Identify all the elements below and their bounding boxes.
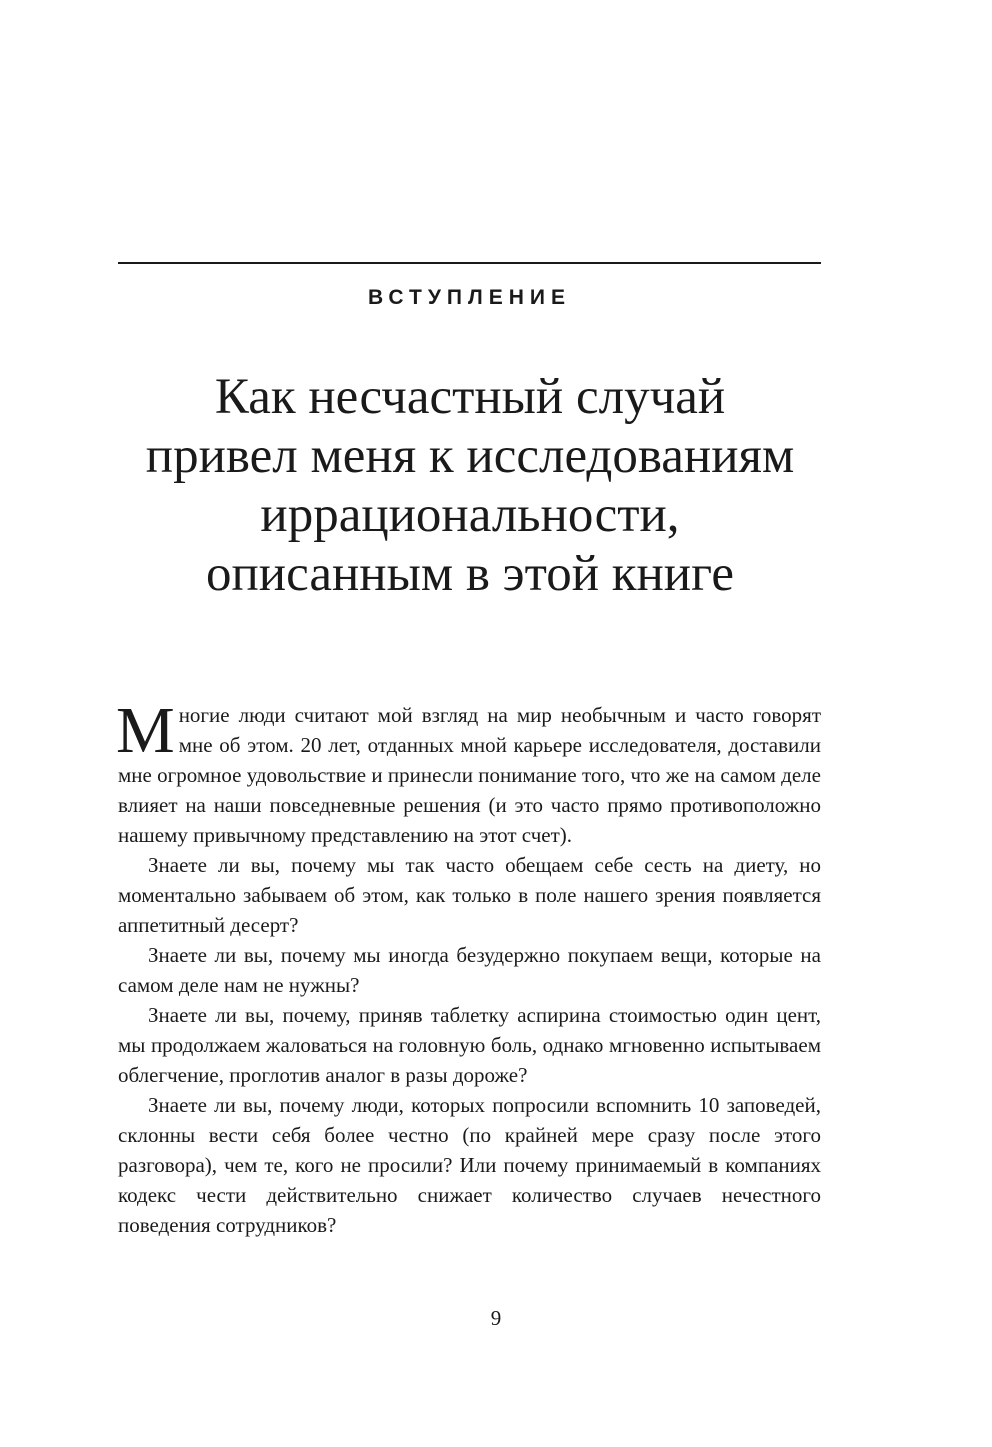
chapter-title-line: Как несчастный случай [214, 369, 726, 425]
section-label: ВСТУПЛЕНИЕ [367, 286, 571, 309]
header-rule [118, 262, 821, 264]
body-text [116, 694, 821, 1240]
paragraph: Знаете ли вы, почему мы иногда безудержно покупаем вещи, которые на самом деле нам не нужны? [118, 943, 821, 997]
chapter-title-line: описанным в этой книге [206, 546, 734, 602]
chapter-title-line: иррациональности, [260, 487, 680, 543]
paragraph: Знаете ли вы, почему люди, которых попросили вспомнить 10 заповедей, склонны вести себя более честно (по крайней мере сразу после этого разговора), чем те, кого не просили? Или почему принимаемый в компаниях кодекс чести действительно снижает количество случаев нечестного поведения сотрудников? [118, 1093, 821, 1237]
paragraph [116, 694, 821, 850]
page-number: 9 [490, 1306, 502, 1330]
paragraph: Знаете ли вы, почему мы так часто обещаем себе сесть на диету, но моментально забываем об этом, как только в поле нашего зрения появляется аппетитный десерт? [118, 853, 821, 937]
chapter-title-line: привел меня к исследованиям [145, 428, 795, 484]
drop-cap: М [116, 694, 175, 767]
paragraph: Знаете ли вы, почему, приняв таблетку аспирина стоимостью один цент, мы продолжаем жаловаться на головную боль, однако мгновенно испытываем облегчение, проглотив аналог в разы дороже? [118, 1003, 821, 1087]
chapter-title [100, 368, 840, 604]
paragraph-text: ногие люди считают мой взгляд на мир необычным и часто говорят мне об этом. 20 лет, отданных мной карьере исследователя, доставили мне огромное удовольствие и принесли понимание того, что же на самом деле влияет на наши повседневные решения (и это часто прямо противоположно нашему привычному представлению на этот счет). [118, 703, 821, 847]
